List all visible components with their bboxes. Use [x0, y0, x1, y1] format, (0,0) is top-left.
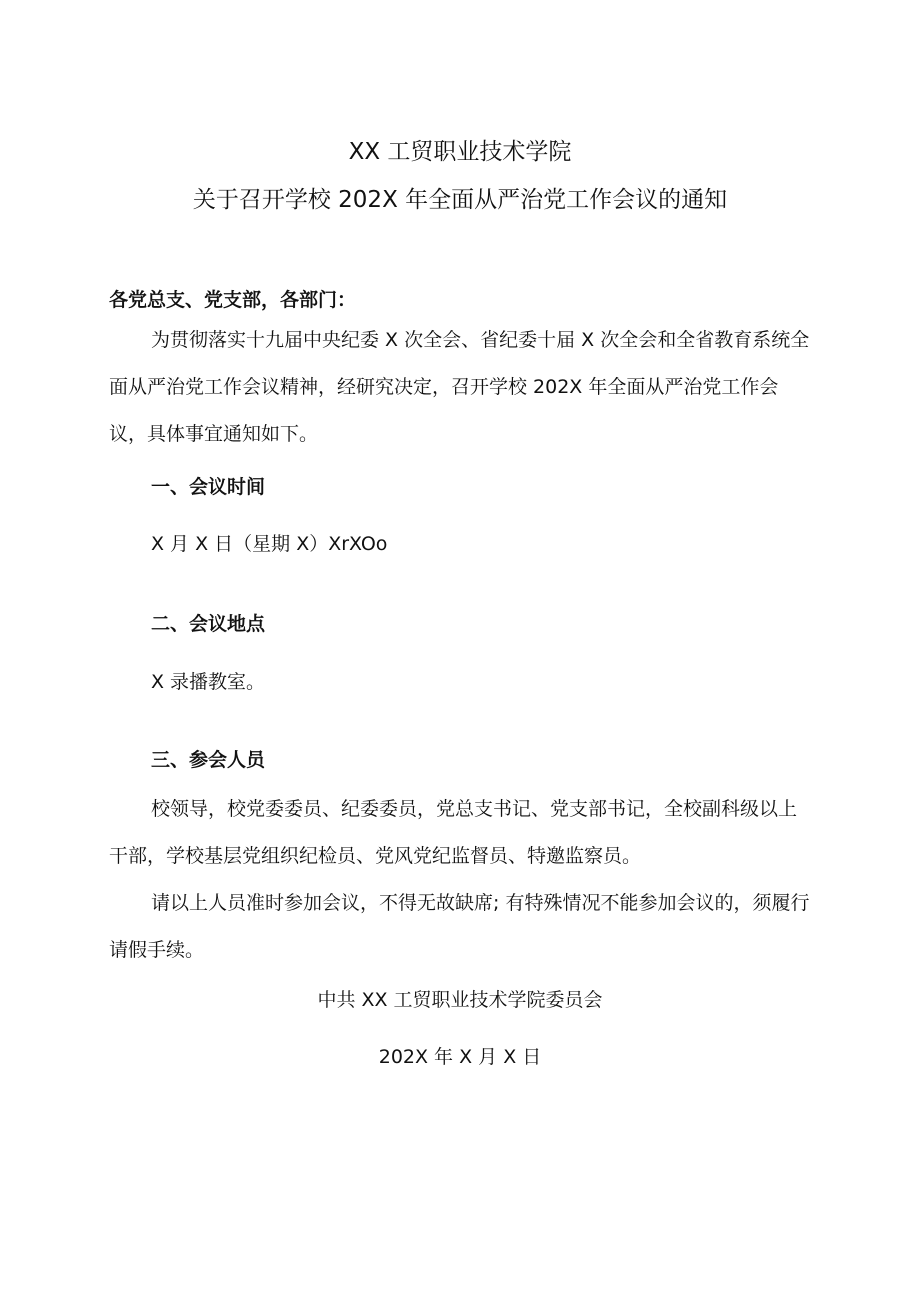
section-heading-location: 二、会议地点	[151, 613, 266, 635]
signature-date: 202X 年 X 月 X 日	[378, 1046, 542, 1068]
attendees-paragraph: 校领导，校党委委员、纪委委员，党总支书记、党支部书记，全校副科级以上干部，学校基层党组织纪检员、党风党纪监督员、特邀监察员。	[109, 798, 798, 867]
meeting-time-text: X 月 X 日（星期 X）XrXOo	[151, 533, 388, 555]
salutation: 各党总支、党支部，各部门：	[109, 289, 357, 311]
document-title-subject: 关于召开学校 202X 年全面从严治党工作会议的通知	[192, 187, 728, 213]
signature-organization: 中共 XX 工贸职业技术学院委员会	[317, 989, 603, 1011]
document-title-institution: XX 工贸职业技术学院	[348, 139, 572, 165]
intro-paragraph: 为贯彻落实十九届中央纪委 X 次全会、省纪委十届 X 次全会和全省教育系统全面从严治党工作会议精神，经研究决定，召开学校 202X 年全面从严治党工作会议，具体事宜通知如下。	[109, 329, 810, 445]
meeting-location-text: X 录播教室。	[151, 671, 266, 693]
closing-paragraph: 请以上人员准时参加会议，不得无故缺席; 有特殊情况不能参加会议的，须履行请假手续。	[109, 892, 810, 961]
section-heading-time: 一、会议时间	[151, 476, 266, 498]
section-heading-attendees: 三、参会人员	[151, 749, 266, 771]
